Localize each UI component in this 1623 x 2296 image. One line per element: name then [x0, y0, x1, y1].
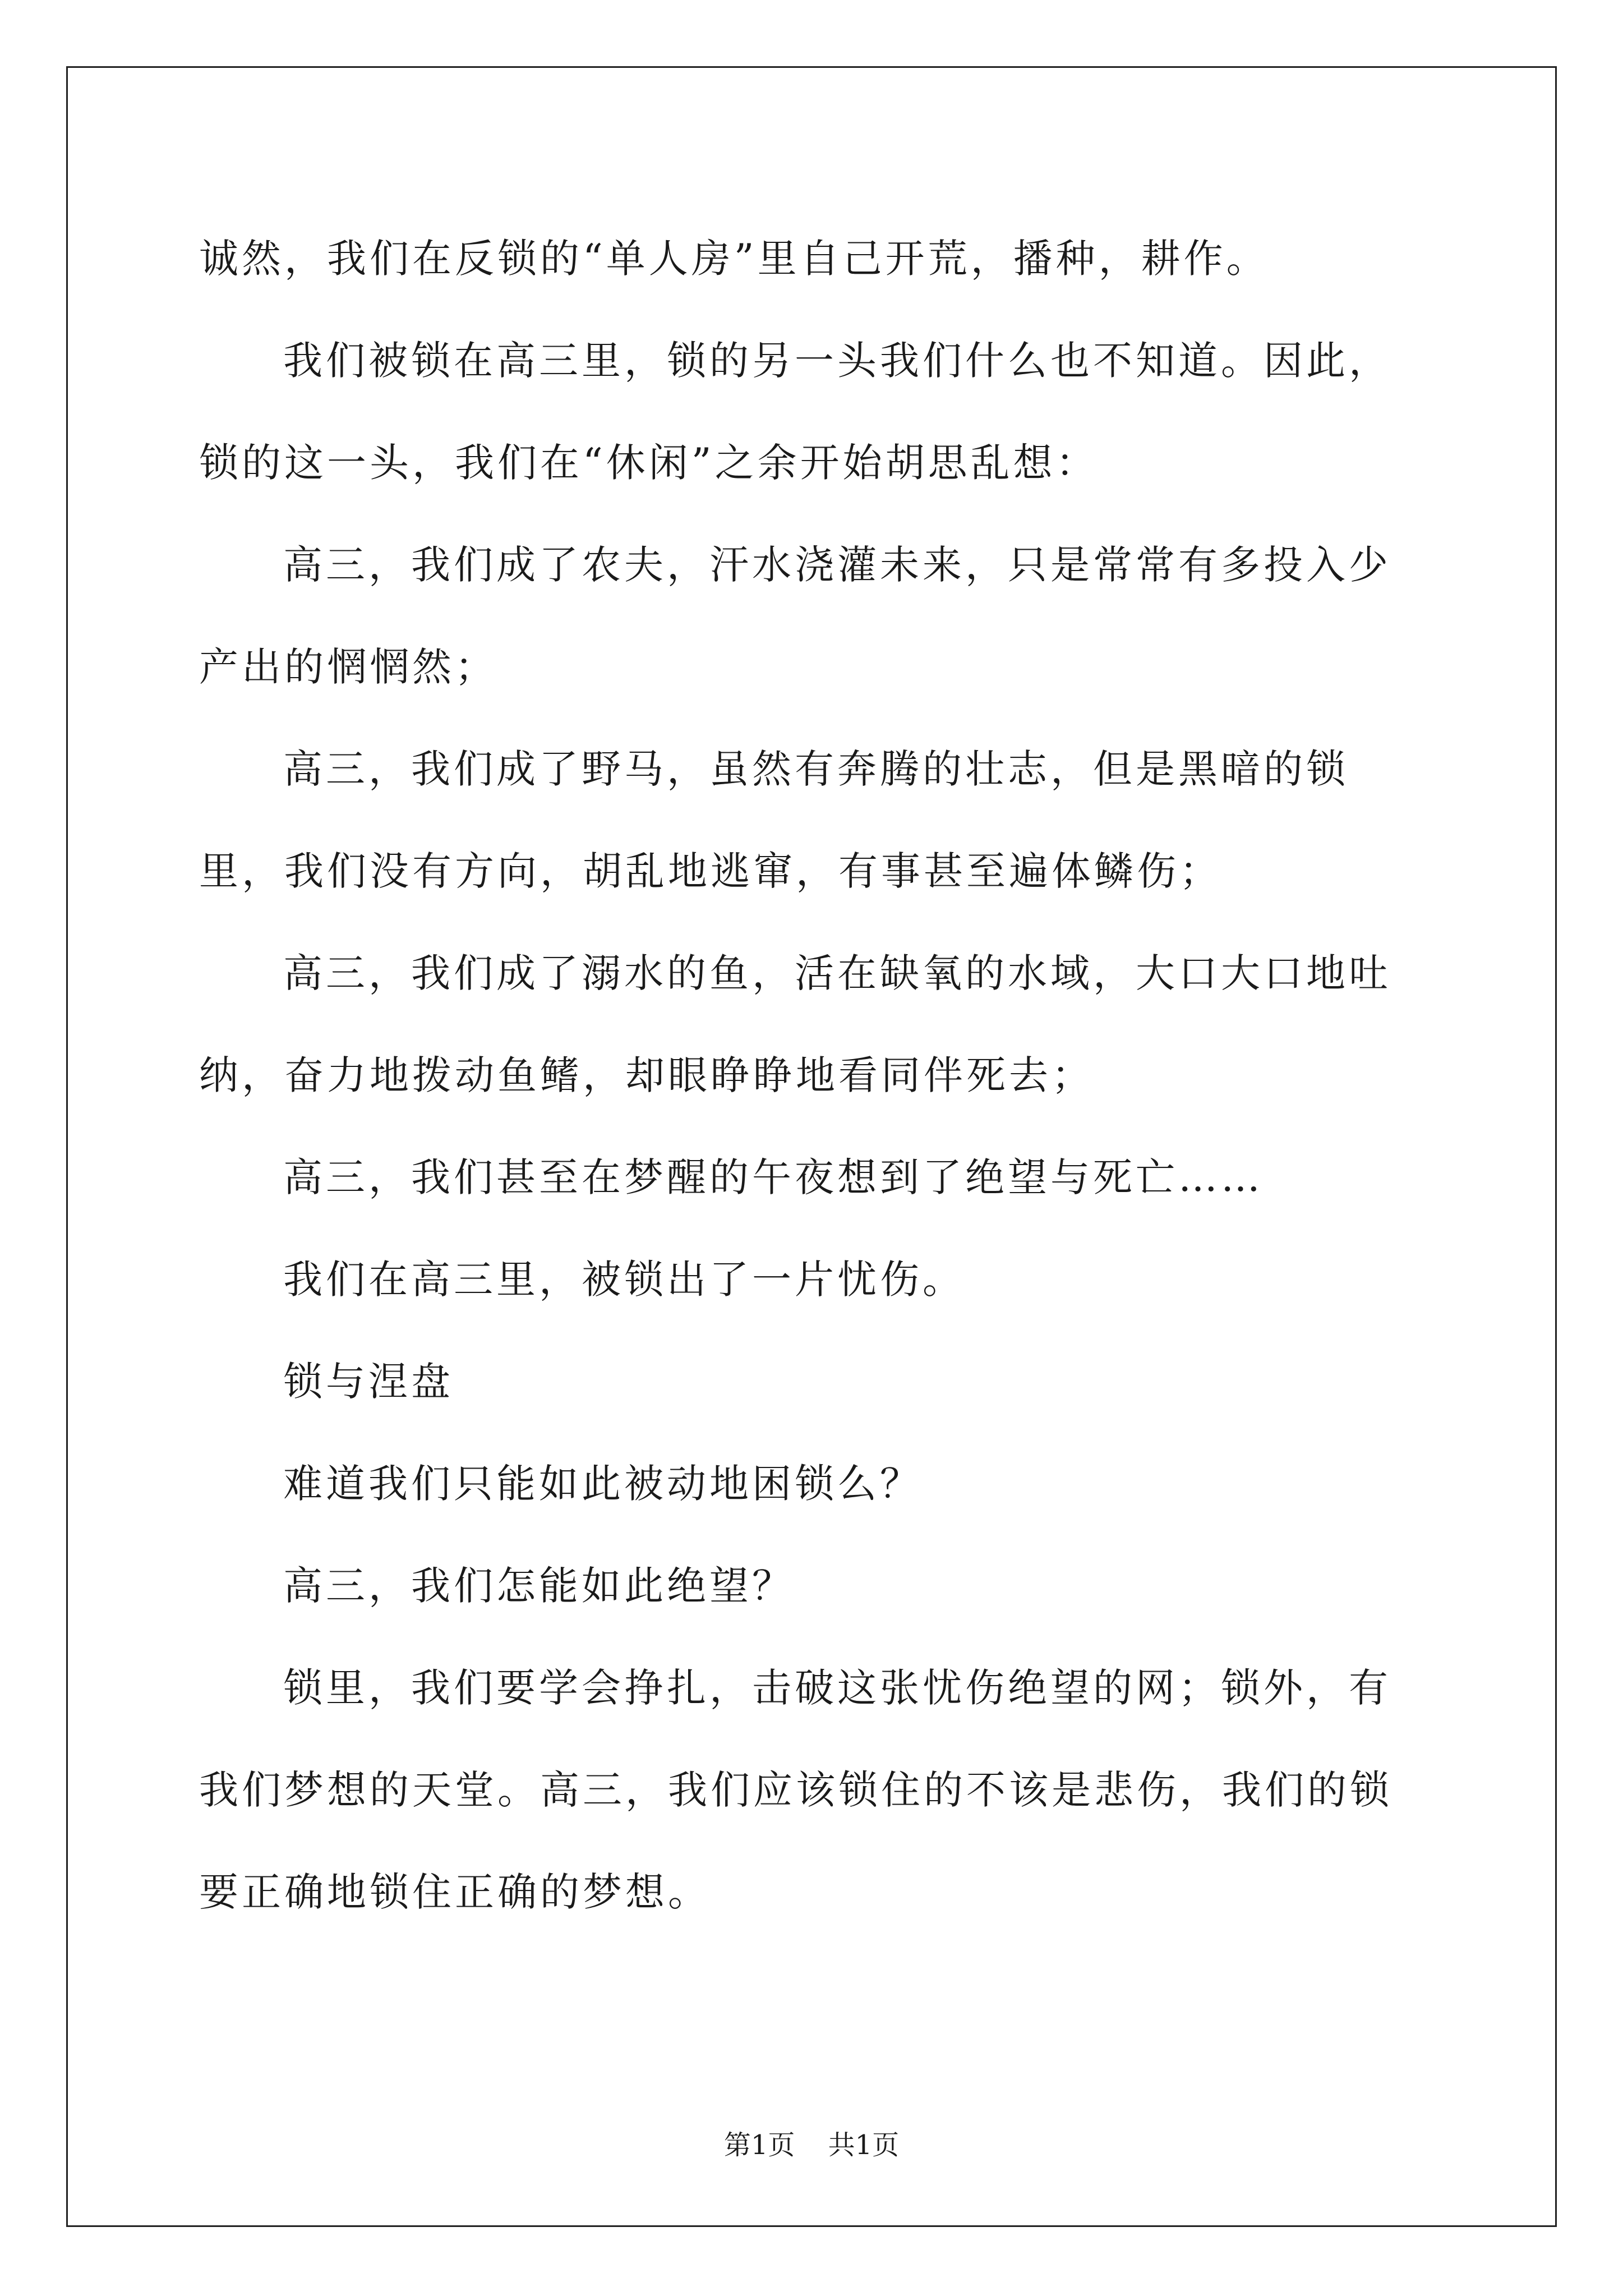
paragraph: 诚然，我们在反锁的“单人房”里自己开荒，播种，耕作。: [199, 236, 1269, 282]
section-heading: 锁与涅盘: [283, 1359, 454, 1405]
document-body: [199, 208, 1427, 1943]
page-footer: [0, 2123, 1623, 2162]
paragraph: 高三，我们成了溺水的鱼，活在缺氧的水域，大口大口地吐纳，奋力地拨动鱼鳍，却眼睁睁地看同伴死去；: [199, 950, 1391, 1098]
paragraph: 高三，我们怎能如此绝望？: [283, 1563, 795, 1609]
page-number: 第1页: [723, 2129, 795, 2161]
paragraph: 高三，我们成了野马，虽然有奔腾的壮志，但是黑暗的锁里，我们没有方向，胡乱地逃窜，有事甚至遍体鳞伤；: [199, 746, 1349, 894]
paragraph: 我们在高三里，被锁出了一片忧伤。: [283, 1257, 965, 1303]
paragraph: 高三，我们成了农夫，汗水浇灌未来，只是常常有多投入少产出的惘惘然；: [199, 542, 1391, 690]
paragraph: 锁里，我们要学会挣扎，击破这张忧伤绝望的网；锁外，有我们梦想的天堂。高三，我们应该锁住的不该是悲伤，我们的锁要正确地锁住正确的梦想。: [199, 1665, 1393, 1915]
page-total: 共1页: [828, 2129, 900, 2161]
paragraph: 高三，我们甚至在梦醒的午夜想到了绝望与死亡……: [283, 1154, 1264, 1200]
paragraph: 难道我们只能如此被动地困锁么？: [283, 1461, 923, 1507]
paragraph: 我们被锁在高三里，锁的另一头我们什么也不知道。因此，锁的这一头，我们在“休闲”之余开始胡思乱想：: [199, 338, 1391, 486]
